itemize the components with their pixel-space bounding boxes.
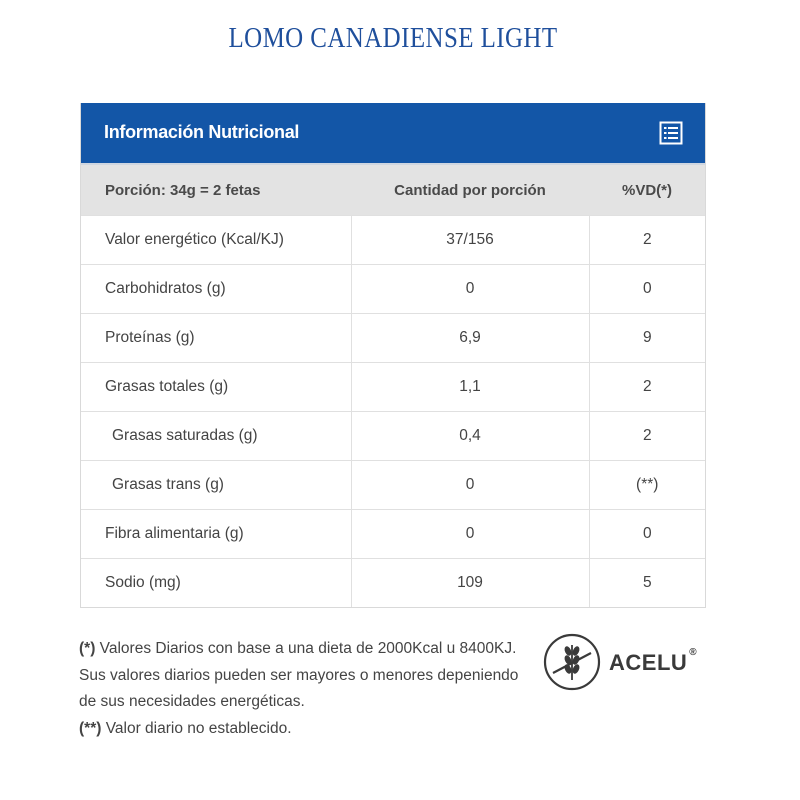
nutrient-amount: 0 [351,461,589,510]
table-row [81,559,705,608]
nutrient-vd: 0 [589,265,705,314]
column-header-amount: Cantidad por porción [351,165,589,216]
nutrient-name: Grasas saturadas (g) [81,412,351,461]
nutrient-amount: 109 [351,559,589,608]
footnote-mark: (*) [79,640,96,657]
footnotes [79,636,519,742]
nutrient-vd: 5 [589,559,705,608]
table-row [81,265,705,314]
footnote-mark: (**) [79,719,102,737]
table-row [81,412,705,461]
nutrient-amount: 0 [351,510,589,559]
card-header [81,103,705,165]
nutrient-name: Proteínas (g) [81,314,351,363]
gluten-free-icon [543,633,601,691]
nutrient-name: Grasas trans (g) [81,461,351,510]
card-header-label: Información Nutricional [104,122,300,142]
nutrient-vd: 2 [589,363,705,412]
nutrient-amount: 6,9 [351,314,589,363]
page-title: LOMO CANADIENSE LIGHT [228,22,558,54]
nutrient-name: Valor energético (Kcal/KJ) [81,216,351,265]
column-header-portion: Porción: 34g = 2 fetas [81,165,351,216]
column-header-vd: %VD(*) [589,165,705,216]
nutrient-name: Fibra alimentaria (g) [81,510,351,559]
table-row [81,461,705,510]
nutrient-vd: (**) [589,461,705,510]
nutrient-amount: 0 [351,265,589,314]
registered-mark: ® [689,647,698,658]
footnote-text: Valores Diarios con base a una dieta de 2000Kcal u 8400KJ. Sus valores diarios pueden ser mayores o menores depeniendo de sus necesidades energéticas. [79,640,519,710]
table-header-row [81,165,705,216]
footnote-daily-values [79,636,519,716]
footnote-not-established [79,716,519,743]
nutrient-name: Carbohidratos (g) [81,265,351,314]
nutrient-amount: 0,4 [351,412,589,461]
table-row [81,363,705,412]
acelu-brand-text: ACELU [609,650,688,675]
table-row [81,510,705,559]
nutrition-card [80,103,706,608]
nutrient-amount: 37/156 [351,216,589,265]
nutrient-name: Sodio (mg) [81,559,351,608]
nutrition-table [81,165,705,607]
footnote-text: Valor diario no establecido. [101,719,292,737]
nutrient-vd: 9 [589,314,705,363]
nutrient-name: Grasas totales (g) [81,363,351,412]
nutrient-vd: 2 [589,412,705,461]
nutrient-vd: 0 [589,510,705,559]
acelu-brand [609,647,698,676]
nutrient-amount: 1,1 [351,363,589,412]
table-row [81,314,705,363]
acelu-badge [543,633,713,697]
table-row [81,216,705,265]
list-icon[interactable] [659,121,683,145]
nutrient-vd: 2 [589,216,705,265]
